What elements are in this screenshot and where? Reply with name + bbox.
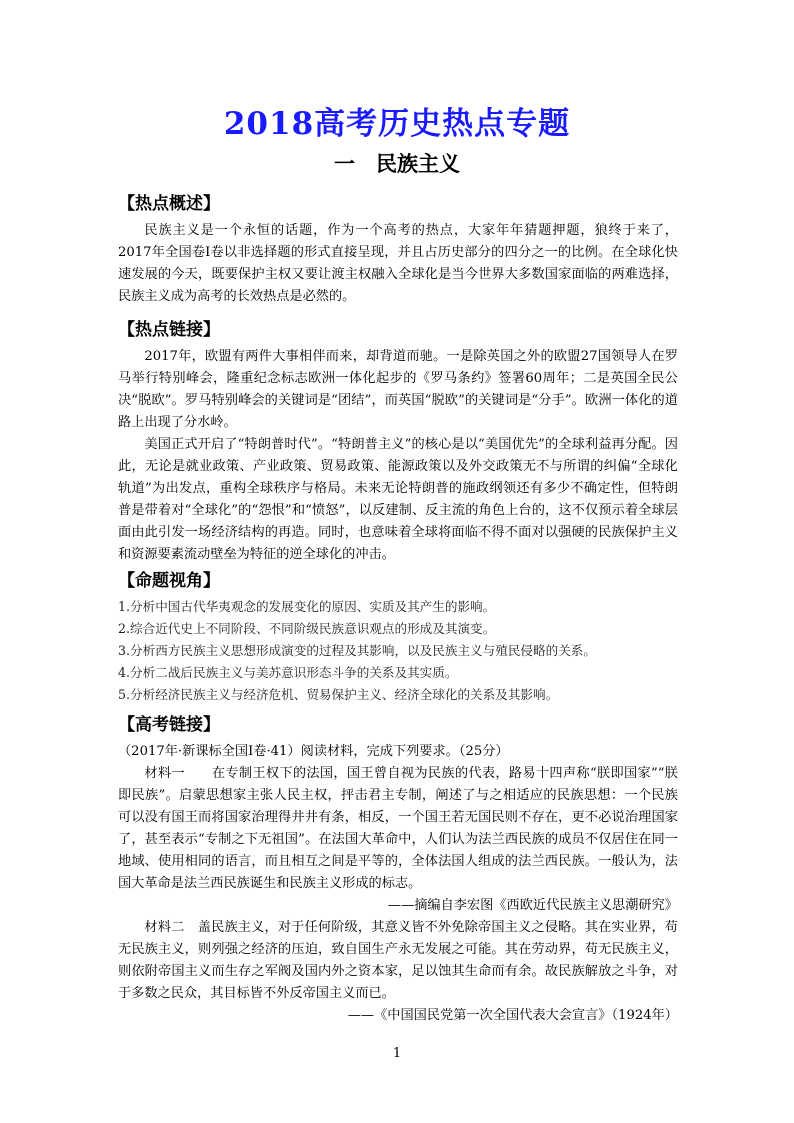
overview-paragraph: 民族主义是一个永恒的话题，作为一个高考的热点，大家年年猜题押题，狼终于来了，2017年全国卷Ⅰ卷以非选择题的形式直接呈现，并且占历史部分的四分之一的比例。在全球化快速发展的今天，既要保护主权又要让渡主权融入全球化是当今世界大多数国家面临的两难选择，民族主义成为高考的长效热点是必然的。 <box>118 223 678 304</box>
material-one-source: ——摘编自李宏图《西欧近代民族主义思潮研究》 <box>387 898 678 913</box>
list-item: 1.分析中国古代华夷观念的发展变化的原因、实质及其产生的影响。 <box>118 599 496 614</box>
material-one: 材料一 在专制王权下的法国，国王曾自视为民族的代表，路易十四声称“朕即国家”“朕即民族”。启蒙思想家主张人民主权，抨击君主专制，阐述了与之相适应的民族思想：一个民族可以没有国王而将国家治理得井井有条，相反，一个国王若无国民则不存在，更不必说治理国家了，甚至表示“专制之下无祖国”。在法国大革命中，人们认为法兰西民族的成员不仅居住在同一地域、使用相同的语言，而且相互之间是平等的，全体法国人组成的法兰西民族。一般认为，法国大革命是法兰西民族诞生和民族主义形成的标志。 <box>118 766 678 891</box>
list-item: 4.分析二战后民族主义与美苏意识形态斗争的关系及其实质。 <box>118 665 458 680</box>
section-heading-links: 【热点链接】 <box>118 320 220 340</box>
list-item: 5.分析经济民族主义与经济危机、贸易保护主义、经济全球化的关系及其影响。 <box>118 687 559 702</box>
angles-list <box>118 596 678 706</box>
section-heading-angles: 【命题视角】 <box>118 571 220 591</box>
list-item: 2.综合近代史上不同阶段、不同阶级民族意识观点的形成及其演变。 <box>118 621 496 636</box>
page-number: 1 <box>392 1046 402 1061</box>
material-two: 材料二 盖民族主义，对于任何阶级，其意义皆不外免除帝国主义之侵略。其在实业界，苟无民族主义，则列强之经济的压迫，致自国生产永无发展之可能。其在劳动界，苟无民族主义，则依附帝国主义而生存之军阀及国内外之资本家，足以蚀其生命而有余。故民族解放之斗争，对于多数之民众，其目标皆不外反帝国主义而已。 <box>118 920 678 1001</box>
document-subtitle: 一 民族主义 <box>334 151 460 176</box>
links-paragraph-1: 2017年，欧盟有两件大事相伴而来，却背道而驰。一是除英国之外的欧盟27国领导人在罗马举行特别峰会，隆重纪念标志欧洲一体化起步的《罗马条约》签署60周年；二是英国全民公决“脱欧”。罗马特别峰会的关键词是“团结”，而英国“脱欧”的关键词是“分手”。欧洲一体化的道路上出现了分水岭。 <box>118 349 678 430</box>
section-heading-overview: 【热点概述】 <box>118 194 220 214</box>
links-paragraph-2: 美国正式开启了“特朗普时代”。“特朗普主义”的核心是以“美国优先”的全球利益再分配。因此，无论是就业政策、产业政策、贸易政策、能源政策以及外交政策无不与所谓的纠偏“全球化轨道”为出发点，重构全球秩序与格局。未来无论特朗普的施政纲领还有多少不确定性，但特朗普是带着对“全球化”的“怨恨”和“愤怒”，以反建制、反主流的角色上台的，这不仅预示着全球层面由此引发一场经济结构的再造。同时，也意味着全球将面临不得不面对以强硬的民族保护主义和资源要素流动壁垒为特征的逆全球化的冲击。 <box>118 437 678 562</box>
section-heading-exam: 【高考链接】 <box>118 715 220 735</box>
document-title: 2018高考历史热点专题 <box>223 106 571 142</box>
list-item: 3.分析西方民族主义思想形成演变的过程及其影响，以及民族主义与殖民侵略的关系。 <box>118 643 596 658</box>
exam-intro: （2017年·新课标全国Ⅰ卷·41）阅读材料，完成下列要求。（25分） <box>118 744 509 759</box>
material-two-source: ——《中国国民党第一次全国代表大会宣言》（1924年） <box>347 1008 678 1023</box>
